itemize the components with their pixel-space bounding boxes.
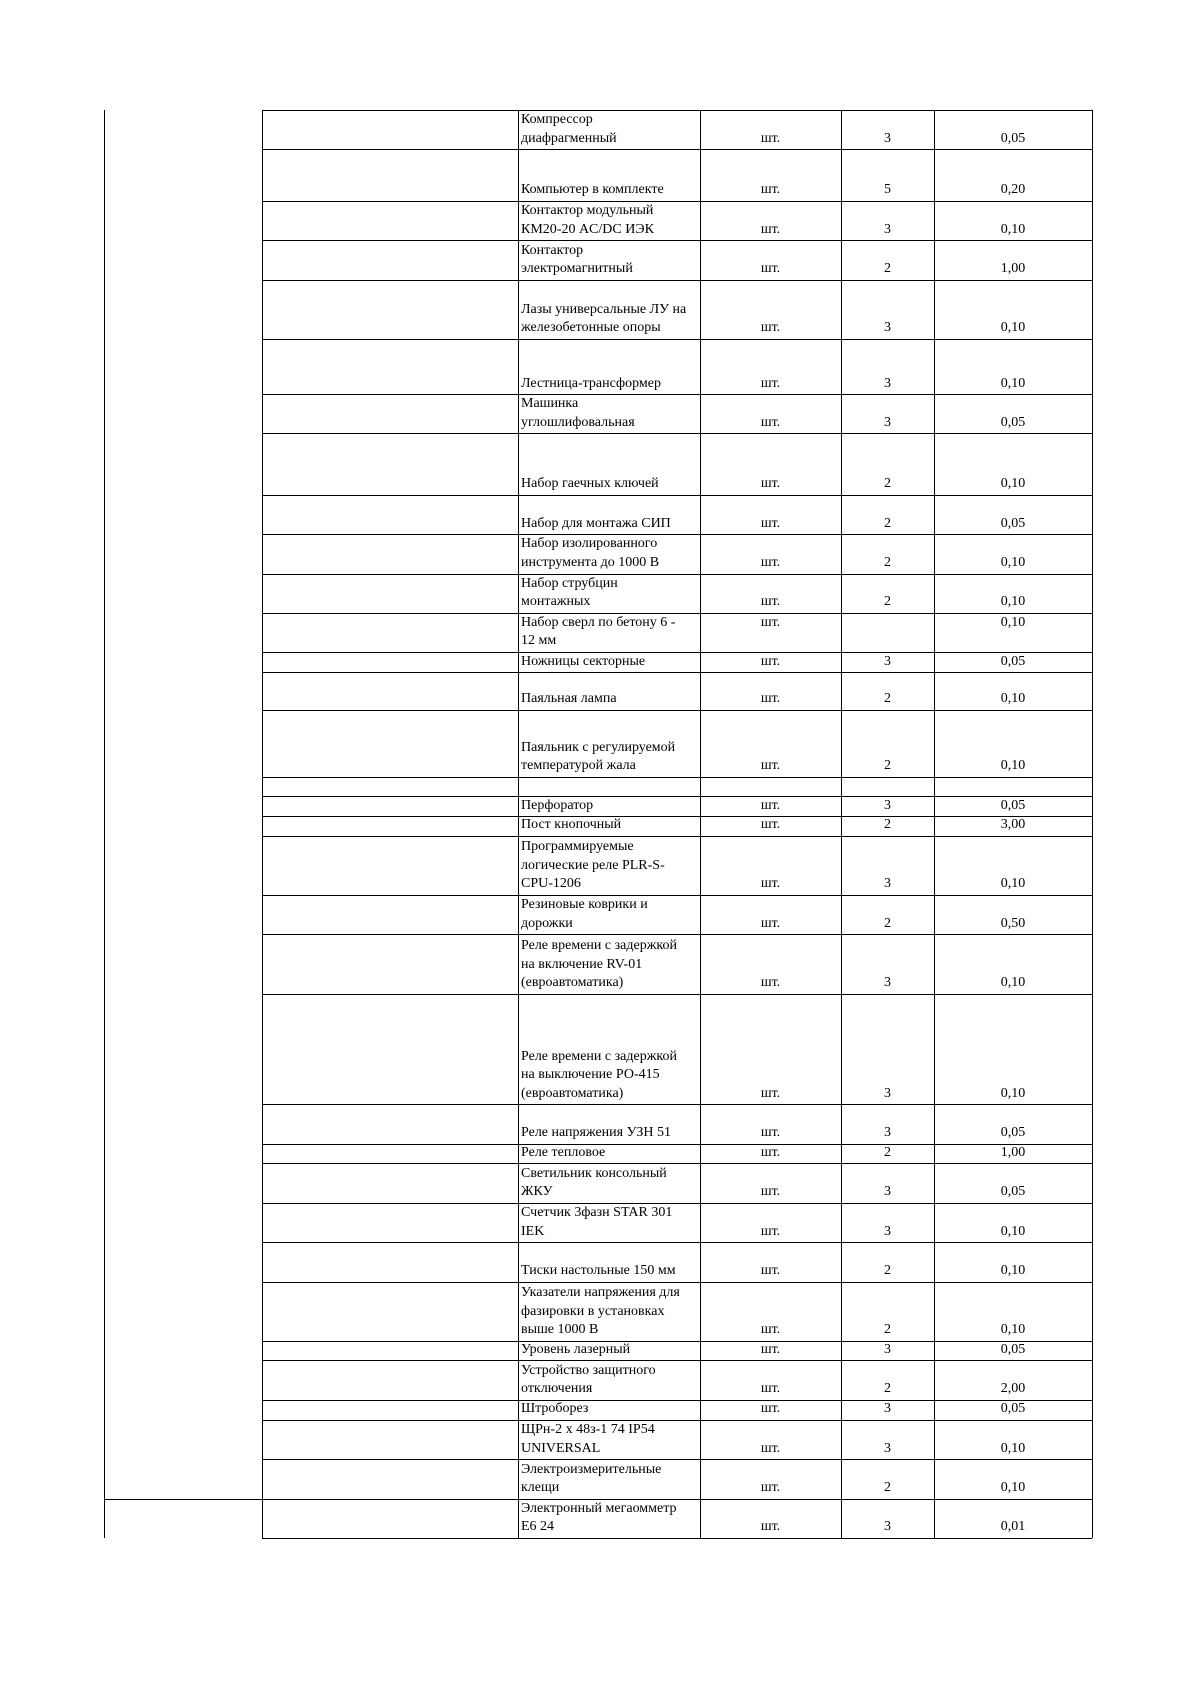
unit-cell: шт.	[760, 594, 781, 610]
item-name-cell	[518, 778, 700, 796]
coefficient-cell: 0,10	[1000, 375, 1026, 391]
quantity-cell: 2	[884, 1322, 891, 1338]
quantity-cell: 2	[884, 1263, 891, 1279]
quantity-cell: 2	[884, 554, 891, 570]
quantity-cell: 2	[884, 915, 891, 931]
item-name-cell: Программируемые логические реле PLR-S- CPU-1206	[521, 839, 665, 892]
quantity-cell: 3	[884, 221, 891, 237]
coefficient-cell: 0,10	[1000, 1085, 1026, 1101]
coefficient-cell: 2,00	[1000, 1381, 1026, 1397]
coefficient-cell: 0,10	[1000, 554, 1026, 570]
row-divider	[262, 1538, 1092, 1539]
unit-cell: шт.	[760, 515, 781, 531]
unit-cell: шт.	[760, 1125, 781, 1140]
coefficient-cell: 0,05	[1000, 1125, 1026, 1140]
item-name-cell: Набор изолированного инструмента до 1000 В	[521, 536, 660, 570]
quantity-cell: 2	[884, 758, 891, 774]
coefficient-cell: 0,10	[1000, 320, 1026, 336]
quantity-cell: 2	[884, 515, 891, 531]
unit-cell: шт.	[760, 1263, 781, 1279]
coefficient-cell: 0,10	[1000, 476, 1026, 492]
coefficient-cell: 0,01	[1000, 1519, 1026, 1535]
coefficient-cell: 0,05	[1000, 1184, 1026, 1200]
coefficient-cell: 1,00	[1000, 1144, 1026, 1160]
coefficient-cell: 3,00	[1000, 817, 1026, 833]
quantity-cell: 3	[884, 1341, 891, 1357]
unit-cell: шт.	[760, 653, 781, 669]
unit-cell: шт.	[760, 182, 781, 198]
item-name-cell: Реле напряжения УЗН 51	[521, 1125, 671, 1140]
unit-cell: шт.	[760, 221, 781, 237]
item-name-cell: Реле тепловое	[521, 1144, 606, 1160]
coefficient-cell: 0,10	[1000, 1223, 1026, 1239]
item-name-cell: Счетчик 3фазн STAR 301 IEK	[521, 1205, 673, 1239]
item-name-cell: Пост кнопочный	[521, 817, 622, 833]
unit-cell: шт.	[760, 915, 781, 931]
unit-cell: шт.	[760, 817, 781, 833]
unit-cell	[700, 778, 841, 796]
quantity-cell: 3	[884, 1125, 891, 1140]
unit-cell: шт.	[760, 876, 781, 892]
unit-cell: шт.	[760, 1223, 781, 1239]
coefficient-cell: 0,05	[1000, 653, 1026, 669]
item-name-cell: Резиновые коврики и дорожки	[521, 897, 648, 931]
item-name-cell: Штроборез	[521, 1401, 589, 1417]
coefficient-cell: 0,10	[1000, 1440, 1026, 1456]
quantity-cell: 3	[884, 1085, 891, 1101]
coefficient-cell: 0,10	[1000, 221, 1026, 237]
quantity-cell: 3	[884, 1184, 891, 1200]
quantity-cell: 3	[884, 975, 891, 991]
item-name-cell: Лазы универсальные ЛУ на железобетонные опоры	[521, 301, 687, 336]
unit-cell: шт.	[760, 1144, 781, 1160]
coefficient-cell: 0,10	[1000, 876, 1026, 892]
coefficient-cell: 0,50	[1000, 915, 1026, 931]
item-name-cell: Контактор модульный КМ20-20 AC/DC ИЭК	[521, 203, 654, 237]
item-name-cell: Электроизмерительные клещи	[521, 1461, 662, 1496]
item-name-cell: Ножницы секторные	[521, 653, 646, 669]
coefficient-cell: 0,10	[1000, 1263, 1026, 1279]
item-name-cell: Реле времени с задержкой на включение RV-01 (евроавтоматика)	[521, 938, 677, 991]
item-name-cell: Контактор электромагнитный	[521, 242, 633, 277]
quantity-cell: 2	[884, 1144, 891, 1160]
coefficient-cell: 0,10	[1000, 1322, 1026, 1338]
coefficient-cell	[934, 778, 1092, 796]
unit-cell: шт.	[760, 1341, 781, 1357]
item-name-cell: Компьютер в комплекте	[521, 182, 664, 198]
item-name-cell: Уровень лазерный	[521, 1341, 631, 1357]
quantity-cell: 2	[884, 261, 891, 277]
coefficient-cell: 0,05	[1000, 515, 1026, 531]
quantity-cell: 3	[884, 130, 891, 146]
quantity-cell: 3	[884, 797, 891, 813]
row-divider	[104, 1499, 262, 1500]
unit-cell: шт.	[760, 1322, 781, 1338]
coefficient-cell: 0,10	[1000, 614, 1026, 630]
unit-cell: шт.	[760, 614, 781, 630]
unit-cell: шт.	[760, 1085, 781, 1101]
quantity-cell: 3	[884, 1223, 891, 1239]
item-name-cell: Светильник консольный ЖКУ	[521, 1165, 667, 1200]
unit-cell: шт.	[760, 375, 781, 391]
unit-cell: шт.	[760, 414, 781, 430]
unit-cell: шт.	[760, 476, 781, 492]
coefficient-cell: 0,10	[1000, 1480, 1026, 1496]
unit-cell: шт.	[760, 130, 781, 146]
quantity-cell: 2	[884, 691, 891, 707]
quantity-cell	[841, 614, 934, 651]
unit-cell: шт.	[760, 1480, 781, 1496]
coefficient-cell: 0,05	[1000, 1341, 1026, 1357]
quantity-cell: 2	[884, 1480, 891, 1496]
quantity-cell: 3	[884, 876, 891, 892]
coefficient-cell: 0,10	[1000, 975, 1026, 991]
item-name-cell: Набор сверл по бетону 6 - 12 мм	[521, 614, 676, 649]
unit-cell: шт.	[760, 1381, 781, 1397]
item-name-cell: Компрессор диафрагменный	[521, 112, 617, 146]
coefficient-cell: 0,20	[1000, 182, 1026, 198]
quantity-cell: 2	[884, 594, 891, 610]
item-name-cell: Набор гаечных ключей	[521, 476, 659, 492]
quantity-cell: 3	[884, 375, 891, 391]
coefficient-cell: 0,05	[1000, 130, 1026, 146]
coefficient-cell: 0,05	[1000, 414, 1026, 430]
quantity-cell	[841, 778, 934, 796]
unit-cell: шт.	[760, 758, 781, 774]
coefficient-cell: 1,00	[1000, 261, 1026, 277]
item-name-cell: ЩРн-2 х 48з-1 74 IP54 UNIVERSAL	[521, 1422, 655, 1456]
item-name-cell: Указатели напряжения для фазировки в установках выше 1000 В	[521, 1285, 680, 1338]
item-name-cell: Тиски настольные 150 мм	[521, 1263, 676, 1279]
item-name-cell: Устройство защитного отключения	[521, 1362, 656, 1397]
unit-cell: шт.	[760, 1184, 781, 1200]
quantity-cell: 3	[884, 414, 891, 430]
unit-cell: шт.	[760, 320, 781, 336]
item-name-cell: Электронный мегаомметр Е6 24	[521, 1500, 677, 1535]
unit-cell: шт.	[760, 797, 781, 813]
unit-cell: шт.	[760, 261, 781, 277]
unit-cell: шт.	[760, 1401, 781, 1417]
column-divider	[262, 110, 263, 1538]
coefficient-cell: 0,05	[1000, 1401, 1026, 1417]
quantity-cell: 3	[884, 1401, 891, 1417]
quantity-cell: 2	[884, 476, 891, 492]
quantity-cell: 5	[884, 182, 891, 198]
unit-cell: шт.	[760, 1519, 781, 1535]
item-name-cell: Лестница-трансформер	[521, 375, 661, 391]
quantity-cell: 2	[884, 817, 891, 833]
coefficient-cell: 0,10	[1000, 691, 1026, 707]
item-name-cell: Машинка углошлифовальная	[521, 396, 635, 430]
item-name-cell: Паяльник с регулируемой температурой жала	[521, 739, 676, 774]
unit-cell: шт.	[760, 1440, 781, 1456]
quantity-cell: 2	[884, 1381, 891, 1397]
item-name-cell: Набор для монтажа СИП	[521, 515, 671, 531]
item-name-cell: Реле времени с задержкой на выключение РО-415 (евроавтоматика)	[521, 1048, 677, 1101]
coefficient-cell: 0,05	[1000, 797, 1026, 813]
coefficient-cell: 0,10	[1000, 594, 1026, 610]
quantity-cell: 3	[884, 653, 891, 669]
quantity-cell: 3	[884, 1519, 891, 1535]
unit-cell: шт.	[760, 975, 781, 991]
quantity-cell: 3	[884, 1440, 891, 1456]
unit-cell: шт.	[760, 691, 781, 707]
item-name-cell: Набор струбцин монтажных	[521, 575, 618, 610]
item-name-cell: Перфоратор	[521, 797, 594, 813]
coefficient-cell: 0,10	[1000, 758, 1026, 774]
table-border-right	[1092, 110, 1093, 1538]
quantity-cell: 3	[884, 320, 891, 336]
table-border-left	[104, 110, 105, 1538]
unit-cell: шт.	[760, 554, 781, 570]
item-name-cell: Паяльная лампа	[521, 691, 617, 707]
